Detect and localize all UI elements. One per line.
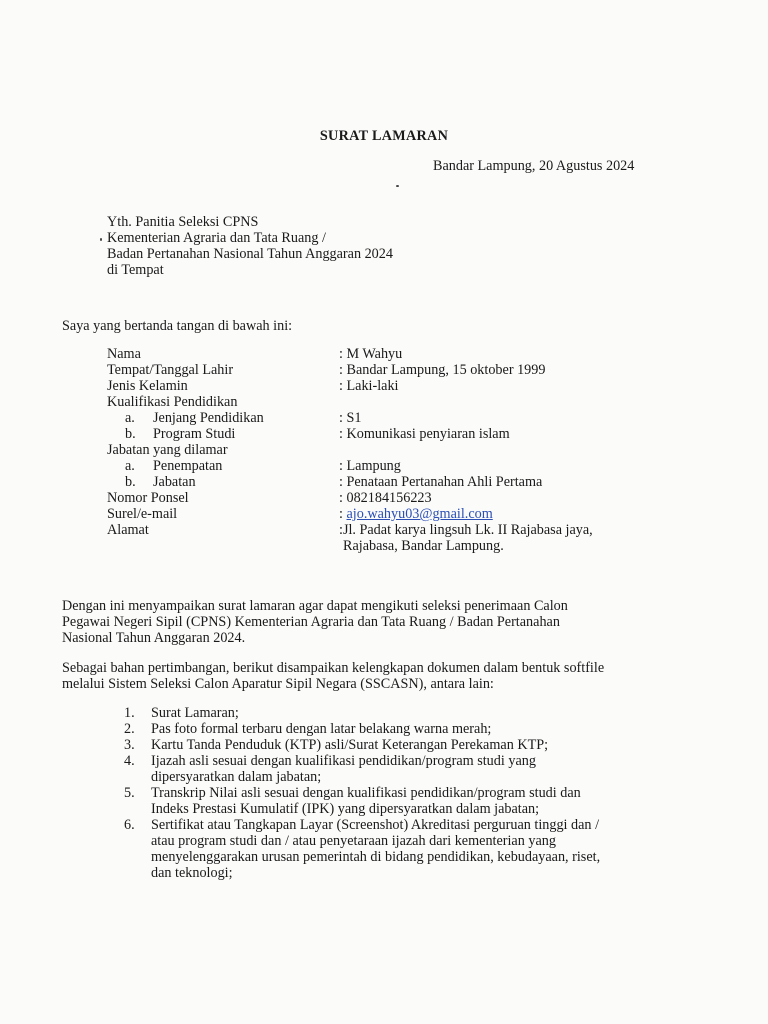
list-item-text: Pas foto formal terbaru dengan latar belakang warna merah; [151, 721, 492, 737]
paragraph-application [62, 598, 682, 646]
field-label: Kualifikasi Pendidikan [107, 394, 238, 410]
scan-speck [396, 185, 399, 187]
field-sub-letter: b. [125, 474, 136, 490]
field-sub-letter: a. [125, 458, 135, 474]
letter-date-place: Bandar Lampung, 20 Agustus 2024 [433, 158, 635, 174]
list-number: 6. [124, 817, 135, 833]
field-label: Jenjang Pendidikan [153, 410, 264, 426]
field-row-jabatan-dilamar [107, 442, 667, 458]
field-value: : Bandar Lampung, 15 oktober 1999 [339, 362, 546, 378]
field-label: Tempat/Tanggal Lahir [107, 362, 234, 378]
field-row-jenis-kelamin [107, 378, 667, 394]
paragraph-documents-intro [62, 660, 682, 692]
field-label: Jenis Kelamin [107, 378, 188, 394]
field-label: Penempatan [153, 458, 223, 474]
field-row-jenjang [107, 410, 667, 426]
field-label: Surel/e-mail [107, 506, 178, 522]
list-item-text: Transkrip Nilai asli sesuai dengan kualifikasi pendidikan/program studi dan [151, 785, 581, 801]
field-value: : S1 [339, 410, 362, 426]
list-number: 1. [124, 705, 135, 721]
field-sub-letter: a. [125, 410, 135, 426]
field-label: Nama [107, 346, 141, 362]
list-item [124, 785, 684, 817]
field-sub-letter: b. [125, 426, 136, 442]
field-value: : Penataan Pertanahan Ahli Pertama [339, 474, 543, 490]
document-list [124, 705, 684, 881]
list-item-text: dan teknologi; [151, 865, 233, 881]
list-number: 3. [124, 737, 135, 753]
list-item [124, 753, 684, 785]
field-row-email [107, 506, 667, 522]
field-row-alamat-cont [107, 538, 667, 554]
field-value: : 082184156223 [339, 490, 432, 506]
list-item-text: Ijazah asli sesuai dengan kualifikasi pendidikan/program studi yang [151, 753, 536, 769]
field-label: Jabatan [153, 474, 196, 490]
field-value: : Lampung [339, 458, 401, 474]
list-item-text: atau program studi dan / atau penyetaraan ijazah dari kementerian yang [151, 833, 556, 849]
field-row-kualifikasi [107, 394, 667, 410]
list-item-text: Kartu Tanda Penduduk (KTP) asli/Surat Keterangan Perekaman KTP; [151, 737, 549, 753]
paragraph-line: Dengan ini menyampaikan surat lamaran agar dapat mengikuti seleksi penerimaan Calon [62, 598, 568, 614]
list-item [124, 817, 684, 881]
field-row-alamat [107, 522, 667, 538]
field-value: : [339, 506, 347, 522]
list-item [124, 737, 684, 753]
list-item-text: dipersyaratkan dalam jabatan; [151, 769, 322, 785]
list-item-text: menyelenggarakan urusan pemerintah di bidang pendidikan, kebudayaan, riset, [151, 849, 601, 865]
field-value: :Jl. Padat karya lingsuh Lk. II Rajabasa jaya, [339, 522, 593, 538]
list-item-text: Sertifikat atau Tangkapan Layar (Screenshot) Akreditasi perguruan tinggi dan / [151, 817, 600, 833]
field-label: Program Studi [153, 426, 236, 442]
applicant-fields [107, 346, 667, 554]
recipient-line: di Tempat [107, 262, 164, 278]
field-row-nomor-ponsel [107, 490, 667, 506]
paragraph-line: melalui Sistem Seleksi Calon Aparatur Sipil Negara (SSCASN), antara lain: [62, 676, 494, 692]
scan-speck [100, 238, 102, 241]
recipient-address [107, 214, 393, 278]
recipient-line: Badan Pertanahan Nasional Tahun Anggaran 2024 [107, 246, 393, 262]
field-value: : Laki-laki [339, 378, 399, 394]
list-item-text: Indeks Prestasi Kumulatif (IPK) yang dipersyaratkan dalam jabatan; [151, 801, 540, 817]
field-value: : Komunikasi penyiaran islam [339, 426, 510, 442]
field-row-jabatan [107, 474, 667, 490]
list-number: 5. [124, 785, 135, 801]
list-item [124, 721, 684, 737]
recipient-line: Yth. Panitia Seleksi CPNS [107, 214, 259, 230]
field-label: Nomor Ponsel [107, 490, 189, 506]
field-value: : M Wahyu [339, 346, 403, 362]
field-value: Rajabasa, Bandar Lampung. [343, 538, 504, 554]
paragraph-line: Sebagai bahan pertimbangan, berikut disampaikan kelengkapan dokumen dalam bentuk softfile [62, 660, 605, 676]
recipient-line: Kementerian Agraria dan Tata Ruang / [107, 230, 326, 246]
list-item [124, 705, 684, 721]
email-link[interactable]: ajo.wahyu03@gmail.com [346, 506, 493, 522]
list-number: 4. [124, 753, 135, 769]
field-row-nama [107, 346, 667, 362]
letter-title: SURAT LAMARAN [319, 128, 449, 144]
field-label: Jabatan yang dilamar [107, 442, 228, 458]
field-row-tempat-tanggal-lahir [107, 362, 667, 378]
paragraph-line: Nasional Tahun Anggaran 2024. [62, 630, 246, 646]
list-number: 2. [124, 721, 135, 737]
intro-text: Saya yang bertanda tangan di bawah ini: [62, 318, 293, 334]
field-row-penempatan [107, 458, 667, 474]
list-item-text: Surat Lamaran; [151, 705, 239, 721]
field-label: Alamat [107, 522, 149, 538]
field-row-program-studi [107, 426, 667, 442]
paragraph-line: Pegawai Negeri Sipil (CPNS) Kementerian Agraria dan Tata Ruang / Badan Pertanahan [62, 614, 560, 630]
